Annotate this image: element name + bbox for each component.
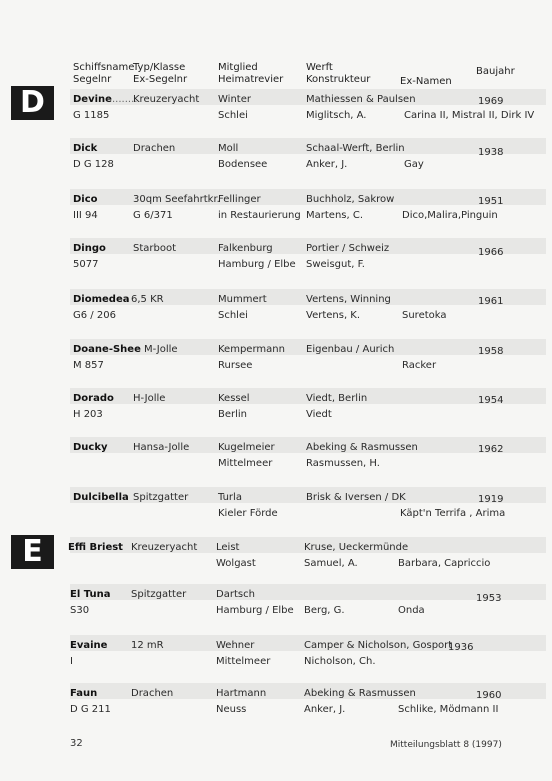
- build-year: 1966: [478, 247, 504, 258]
- entry-row: [0, 491, 552, 525]
- member-name: Turla: [218, 492, 242, 503]
- section-letter-d: D: [11, 86, 54, 120]
- ex-names: Schlike, Mödmann II: [398, 704, 499, 715]
- shipyard: Camper & Nicholson, Gosport: [304, 640, 453, 651]
- page-number: 32: [70, 738, 83, 749]
- designer: Viedt: [306, 409, 332, 420]
- build-year: 1958: [478, 346, 504, 357]
- designer: Sweisgut, F.: [306, 259, 365, 270]
- member-name: Leist: [216, 542, 240, 553]
- ex-names: Onda: [398, 605, 425, 616]
- designer: Nicholson, Ch.: [304, 656, 376, 667]
- header-ex-namen: Ex-Namen: [400, 76, 452, 87]
- boat-name: Effi Briest: [68, 542, 123, 553]
- boat-name: El Tuna: [70, 589, 111, 600]
- designer: Martens, C.: [306, 210, 364, 221]
- boat-name: Dingo: [73, 243, 106, 254]
- entry-row: [0, 687, 552, 721]
- shipyard: Abeking & Rasmussen: [306, 442, 418, 453]
- home-waters: Rursee: [218, 360, 253, 371]
- member-name: Falkenburg: [218, 243, 273, 254]
- designer: Vertens, K.: [306, 310, 361, 321]
- sail-number: I: [70, 656, 73, 667]
- boat-name: Diomedea: [73, 294, 130, 305]
- boat-type: Spitzgatter: [131, 589, 187, 600]
- header-schiffsname: Schiffsname: [73, 62, 135, 73]
- boat-type: Drachen: [131, 688, 174, 699]
- header-typ-klasse: Typ/Klasse: [133, 62, 186, 73]
- boat-type: Drachen: [133, 143, 176, 154]
- sail-number: D G 211: [70, 704, 111, 715]
- home-waters: Bodensee: [218, 159, 268, 170]
- sail-number: 5077: [73, 259, 99, 270]
- boat-type: 12 mR: [131, 640, 164, 651]
- build-year: 1951: [478, 196, 504, 207]
- sail-number: D G 128: [73, 159, 114, 170]
- boat-type: 30qm Seefahrtkr.: [133, 194, 220, 205]
- home-waters: Hamburg / Elbe: [218, 259, 296, 270]
- designer: Anker, J.: [306, 159, 348, 170]
- build-year: 1919: [478, 494, 504, 505]
- shipyard: Viedt, Berlin: [306, 393, 368, 404]
- home-waters: in Restaurierung: [218, 210, 301, 221]
- sail-number: G6 / 206: [73, 310, 116, 321]
- ex-names: Racker: [402, 360, 437, 371]
- ex-sail-number: G 6/371: [133, 210, 173, 221]
- header-konstrukteur: Konstrukteur: [306, 74, 371, 85]
- sail-number: G 1185: [73, 110, 110, 121]
- entry-row: [0, 541, 552, 575]
- designer: Berg, G.: [304, 605, 345, 616]
- member-name: Winter: [218, 94, 251, 105]
- entry-row: [0, 293, 552, 327]
- shipyard: Vertens, Winning: [306, 294, 391, 305]
- ex-names: Käpt'n Terrifa , Arima: [400, 508, 506, 519]
- home-waters: Schlei: [218, 310, 248, 321]
- member-name: Dartsch: [216, 589, 255, 600]
- home-waters: Wolgast: [216, 558, 256, 569]
- designer: Anker, J.: [304, 704, 346, 715]
- boat-type: H-Jolle: [133, 393, 166, 404]
- boat-name: Evaine: [70, 640, 108, 651]
- header-baujahr: Baujahr: [476, 66, 515, 77]
- shipyard: Schaal-Werft, Berlin: [306, 143, 405, 154]
- build-year: 1936: [448, 642, 474, 653]
- shipyard: Portier / Schweiz: [306, 243, 390, 254]
- boat-name: Ducky: [73, 442, 108, 453]
- boat-name: Dico: [73, 194, 98, 205]
- designer: Miglitsch, A.: [306, 110, 367, 121]
- entry-row: [0, 639, 552, 673]
- entry-row: [0, 93, 552, 127]
- build-year: 1960: [476, 690, 502, 701]
- boat-type: Hansa-Jolle: [133, 442, 190, 453]
- member-name: Mummert: [218, 294, 267, 305]
- sail-number: III 94: [73, 210, 98, 221]
- ex-names: Gay: [404, 159, 424, 170]
- member-name: Kugelmeier: [218, 442, 275, 453]
- home-waters: Mittelmeer: [216, 656, 271, 667]
- entry-row: [0, 142, 552, 176]
- entry-row: [0, 392, 552, 426]
- home-waters: Neuss: [216, 704, 247, 715]
- ex-names: Carina II, Mistral II, Dirk IV: [404, 110, 535, 121]
- boat-type: Starboot: [133, 243, 177, 254]
- member-name: Kessel: [218, 393, 250, 404]
- entry-row: [0, 588, 552, 622]
- boat-name: Dick: [73, 143, 98, 154]
- build-year: 1938: [478, 147, 504, 158]
- entry-row: [0, 343, 552, 377]
- member-name: Wehner: [216, 640, 255, 651]
- designer: Samuel, A.: [304, 558, 358, 569]
- home-waters: Schlei: [218, 110, 248, 121]
- boat-type: 6,5 KR: [131, 294, 164, 305]
- member-name: Moll: [218, 143, 239, 154]
- boat-name: Doane-Shee: [73, 344, 141, 355]
- member-name: Fellinger: [218, 194, 261, 205]
- header-mitglied: Mitglied: [218, 62, 258, 73]
- entry-row: [0, 242, 552, 276]
- header-ex-segelnr: Ex-Segelnr: [133, 74, 188, 85]
- home-waters: Berlin: [218, 409, 248, 420]
- build-year: 1961: [478, 296, 504, 307]
- boat-type: Spitzgatter: [133, 492, 189, 503]
- member-name: Kempermann: [218, 344, 285, 355]
- build-year: 1969: [478, 96, 504, 107]
- sail-number: H 203: [73, 409, 103, 420]
- boat-name: Dorado: [73, 393, 114, 404]
- ex-names: Barbara, Capriccio: [398, 558, 491, 569]
- entry-row: [0, 441, 552, 475]
- entry-row: [0, 193, 552, 227]
- shipyard: Buchholz, Sakrow: [306, 194, 395, 205]
- build-year: 1962: [478, 444, 504, 455]
- ex-names: Suretoka: [402, 310, 447, 321]
- sail-number: S30: [70, 605, 90, 616]
- section-letter-e: E: [11, 535, 54, 569]
- header-segelnr: Segelnr: [73, 74, 112, 85]
- header-werft: Werft: [306, 62, 333, 73]
- designer: Rasmussen, H.: [306, 458, 380, 469]
- build-year: 1954: [478, 395, 504, 406]
- boat-type: M-Jolle: [144, 344, 178, 355]
- shipyard: Mathiessen & Paulsen: [306, 94, 416, 105]
- boat-name: Devine: [73, 94, 112, 105]
- shipyard: Kruse, Ueckermünde: [304, 542, 409, 553]
- boat-type: Kreuzeryacht: [133, 94, 200, 105]
- shipyard: Abeking & Rasmussen: [304, 688, 416, 699]
- boat-name: Dulcibella: [73, 492, 129, 503]
- ex-names: Dico,Malira,Pinguin: [402, 210, 498, 221]
- publication-source: Mitteilungsblatt 8 (1997): [390, 740, 502, 750]
- boat-name: Faun: [70, 688, 98, 699]
- leader-dots: ........: [112, 94, 138, 105]
- home-waters: Kieler Förde: [218, 508, 278, 519]
- sail-number: M 857: [73, 360, 104, 371]
- home-waters: Mittelmeer: [218, 458, 273, 469]
- shipyard: Eigenbau / Aurich: [306, 344, 395, 355]
- member-name: Hartmann: [216, 688, 267, 699]
- build-year: 1953: [476, 593, 502, 604]
- boat-type: Kreuzeryacht: [131, 542, 198, 553]
- header-heimatrevier: Heimatrevier: [218, 74, 284, 85]
- shipyard: Brisk & Iversen / DK: [306, 492, 406, 503]
- home-waters: Hamburg / Elbe: [216, 605, 294, 616]
